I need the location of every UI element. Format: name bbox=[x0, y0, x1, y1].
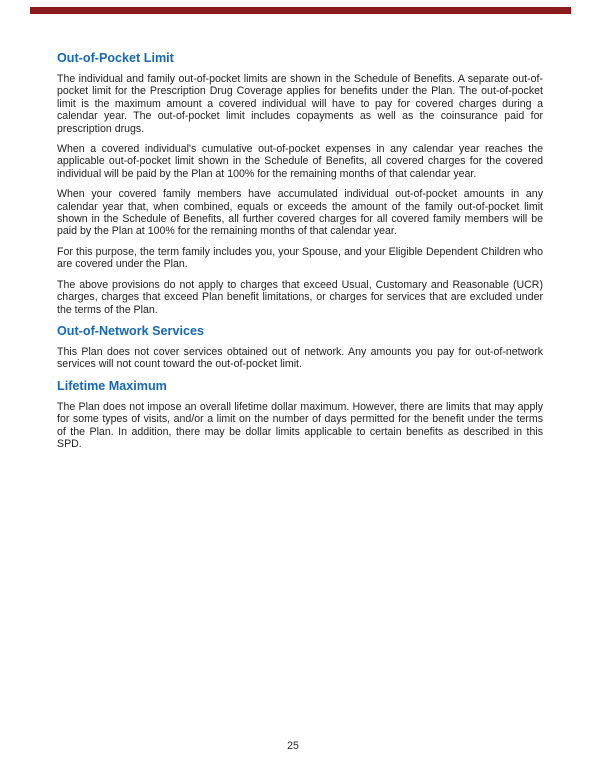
paragraph: The Plan does not impose an overall lifetime dollar maximum. However, there are limits that may apply for some types of visits, and/or a limit on the number of days permitted for the benefit under the terms of the Plan. In addition, there may be dollar limits applicable to certain benefits as described in this SPD. bbox=[57, 400, 543, 450]
page-number: 25 bbox=[287, 740, 299, 752]
paragraph: When your covered family members have accumulated individual out-of-pocket amounts in any calendar year that, when combined, equals or exceeds the amount of the family out-of-pocket limit shown in the Schedule of Benefits, all further covered charges for all covered family members will be paid by the Plan at 100% for the remaining months of that calendar year. bbox=[57, 188, 543, 238]
section-heading-lifetime-maximum: Lifetime Maximum bbox=[57, 378, 167, 393]
top-accent-bar bbox=[30, 7, 571, 14]
section-heading-out-of-network-services: Out-of-Network Services bbox=[57, 323, 204, 338]
paragraph: The individual and family out-of-pocket limits are shown in the Schedule of Benefits. A separate out-of-pocket limit for the Prescription Drug Coverage applies for benefits under the Plan. The out-of-pocket limit is the maximum amount a covered individual will have to pay for covered charges during a calendar year. The out-of-pocket limit includes copayments as well as the coinsurance paid for prescription drugs. bbox=[57, 73, 543, 135]
section-heading-out-of-pocket-limit: Out-of-Pocket Limit bbox=[57, 51, 174, 65]
page-content bbox=[57, 51, 543, 458]
paragraph: This Plan does not cover services obtained out of network. Any amounts you pay for out-of-network services will not count toward the out-of-pocket limit. bbox=[57, 345, 543, 371]
paragraph: The above provisions do not apply to charges that exceed Usual, Customary and Reasonable (UCR) charges, charges that exceed Plan benefit limitations, or charges for services that are excluded under the terms of the Plan. bbox=[57, 278, 543, 316]
paragraph: For this purpose, the term family includes you, your Spouse, and your Eligible Dependent Children who are covered under the Plan. bbox=[57, 245, 543, 271]
paragraph: When a covered individual's cumulative out-of-pocket expenses in any calendar year reaches the applicable out-of-pocket limit shown in the Schedule of Benefits, all covered charges for the covered individual will be paid by the Plan at 100% for the remaining months of that calendar year. bbox=[57, 143, 543, 180]
